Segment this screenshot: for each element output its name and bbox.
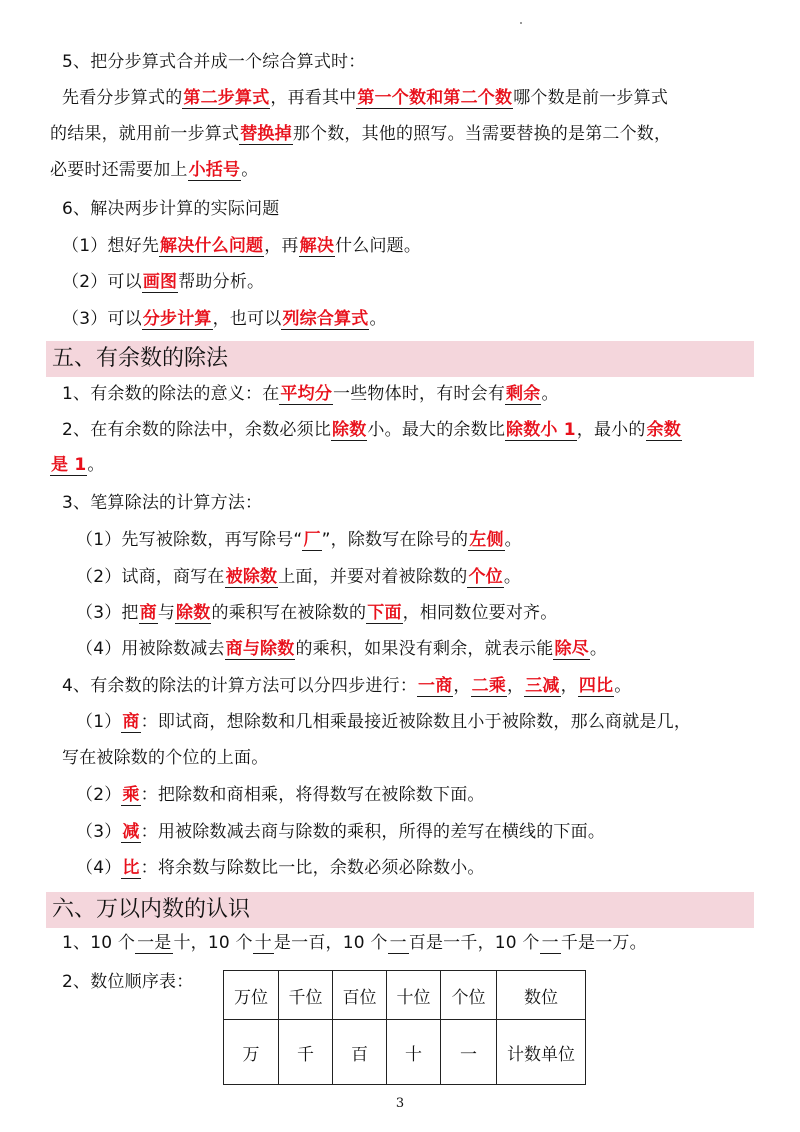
item-5-line-2: 的结果，就用前一步算式替换掉那个数，其他的照写。当需要替换的是第二个数， bbox=[50, 124, 672, 144]
s5-item-2-line-2: 是 1。 bbox=[51, 455, 105, 475]
scan-dot bbox=[520, 22, 522, 24]
s5-item-2-line-1: 2、在有余数的除法中，余数必须比除数小。最大的余数比除数小 1，最小的余数 bbox=[62, 420, 681, 440]
s5-item-4-point-2: （2）乘：把除数和商相乘，将得数写在被除数下面。 bbox=[76, 785, 485, 805]
keyword: 剩余 bbox=[506, 384, 541, 404]
s6-item-1: 1、10 个 一是 十，10 个 十 是一百，10 个 一 百是一千，10 个 一 千是一万。 bbox=[62, 933, 647, 953]
table-cell: 千 bbox=[279, 1020, 333, 1085]
keyword: 除数小 1 bbox=[506, 420, 576, 440]
item-6-point-2: （2）可以画图帮助分析。 bbox=[62, 272, 265, 292]
place-value-table bbox=[223, 970, 586, 1085]
keyword: 乘 bbox=[122, 785, 140, 805]
table-cell: 十 bbox=[387, 1020, 441, 1085]
keyword: 三减 bbox=[525, 676, 560, 696]
table-cell: 千位 bbox=[279, 971, 333, 1020]
table-cell: 百 bbox=[333, 1020, 387, 1085]
s5-item-4-point-3: （3）减：用被除数减去商与除数的乘积，所得的差写在横线的下面。 bbox=[76, 822, 606, 842]
table-cell: 百位 bbox=[333, 971, 387, 1020]
keyword: 除数 bbox=[332, 420, 367, 440]
s5-item-3-point-4: （4）用被除数减去商与除数的乘积，如果没有剩余，就表示能除尽。 bbox=[76, 639, 608, 659]
keyword: 个位 bbox=[468, 567, 503, 587]
keyword: 商与除数 bbox=[225, 639, 295, 659]
s6-item-2: 2、数位顺序表： bbox=[62, 972, 194, 992]
item-6-point-1: （1）想好先解决什么问题，再解决什么问题。 bbox=[62, 236, 422, 256]
keyword: 列综合算式 bbox=[282, 309, 369, 329]
table-cell: 个位 bbox=[441, 971, 497, 1020]
item-5-line-3: 必要时还需要加上小括号。 bbox=[50, 160, 259, 180]
keyword: 第一个数和第二个数 bbox=[357, 88, 513, 108]
s5-item-3-point-2: （2）试商，商写在被除数上面，并要对着被除数的个位。 bbox=[76, 567, 522, 587]
s5-item-4-title: 4、有余数的除法的计算方法可以分四步进行：一商，二乘，三减，四比。 bbox=[62, 676, 632, 696]
section-heading-6: 六、万以内数的认识 bbox=[46, 892, 754, 928]
keyword: 画图 bbox=[142, 272, 178, 292]
keyword: 解决 bbox=[299, 236, 335, 256]
section-heading-5: 五、有余数的除法 bbox=[46, 341, 754, 377]
table-cell: 一 bbox=[441, 1020, 497, 1085]
item-5-title: 5、把分步算式合并成一个综合算式时： bbox=[62, 52, 366, 72]
s5-item-3-title: 3、笔算除法的计算方法： bbox=[62, 493, 263, 513]
keyword: 下面 bbox=[367, 603, 402, 623]
table-cell: 十位 bbox=[387, 971, 441, 1020]
table-cell: 万 bbox=[224, 1020, 279, 1085]
keyword: 左侧 bbox=[469, 530, 504, 550]
table-cell: 数位 bbox=[497, 971, 586, 1020]
item-6-point-3: （3）可以分步计算，也可以列综合算式。 bbox=[62, 309, 387, 329]
keyword: 除数 bbox=[176, 603, 211, 623]
s5-item-4-point-1: （1）商：即试商，想除数和几相乘最接近被除数且小于被除数，那么商就是几， bbox=[76, 712, 692, 732]
table-cell: 计数单位 bbox=[497, 1020, 586, 1085]
keyword: 减 bbox=[122, 822, 140, 842]
page-number: 3 bbox=[395, 1096, 405, 1111]
keyword: 四比 bbox=[578, 676, 614, 696]
table-cell: 万位 bbox=[224, 971, 279, 1020]
s5-item-3-point-3: （3）把商与除数的乘积写在被除数的下面，相同数位要对齐。 bbox=[76, 603, 558, 623]
keyword: 一商 bbox=[418, 676, 453, 696]
keyword: 二乘 bbox=[471, 676, 507, 696]
s5-item-3-point-1: （1）先写被除数，再写除号“厂”，除数写在除号的左侧。 bbox=[76, 530, 522, 550]
keyword: 是 1 bbox=[51, 455, 87, 475]
table-row bbox=[224, 971, 586, 1020]
keyword: 除尽 bbox=[554, 639, 589, 659]
underlined-word: 一是 bbox=[137, 933, 172, 953]
s5-item-4-point-4: （4）比：将余数与除数比一比，余数必须必除数小。 bbox=[76, 858, 485, 878]
table-row bbox=[224, 1020, 586, 1085]
keyword: 解决什么问题 bbox=[160, 236, 264, 256]
keyword: 被除数 bbox=[225, 567, 278, 587]
keyword: 厂 bbox=[303, 530, 321, 550]
keyword: 商 bbox=[122, 712, 140, 732]
keyword: 余数 bbox=[646, 420, 681, 440]
keyword: 小括号 bbox=[188, 160, 241, 180]
keyword: 第二步算式 bbox=[183, 88, 270, 108]
keyword: 比 bbox=[122, 858, 140, 878]
s5-item-4-point-1-cont: 写在被除数的个位的上面。 bbox=[62, 748, 269, 768]
underlined-word: 十 bbox=[254, 933, 272, 953]
keyword: 替换掉 bbox=[240, 124, 292, 144]
underlined-word: 一 bbox=[541, 933, 559, 953]
item-6-title: 6、解决两步计算的实际问题 bbox=[62, 199, 280, 219]
item-5-line-1: 先看分步算式的第二步算式，再看其中第一个数和第二个数哪个数是前一步算式 bbox=[62, 88, 669, 108]
underlined-word: 一 bbox=[389, 933, 407, 953]
keyword: 分步计算 bbox=[142, 309, 212, 329]
keyword: 平均分 bbox=[280, 384, 333, 404]
keyword: 商 bbox=[139, 603, 157, 623]
s5-item-1: 1、有余数的除法的意义：在平均分一些物体时，有时会有剩余。 bbox=[62, 384, 559, 404]
